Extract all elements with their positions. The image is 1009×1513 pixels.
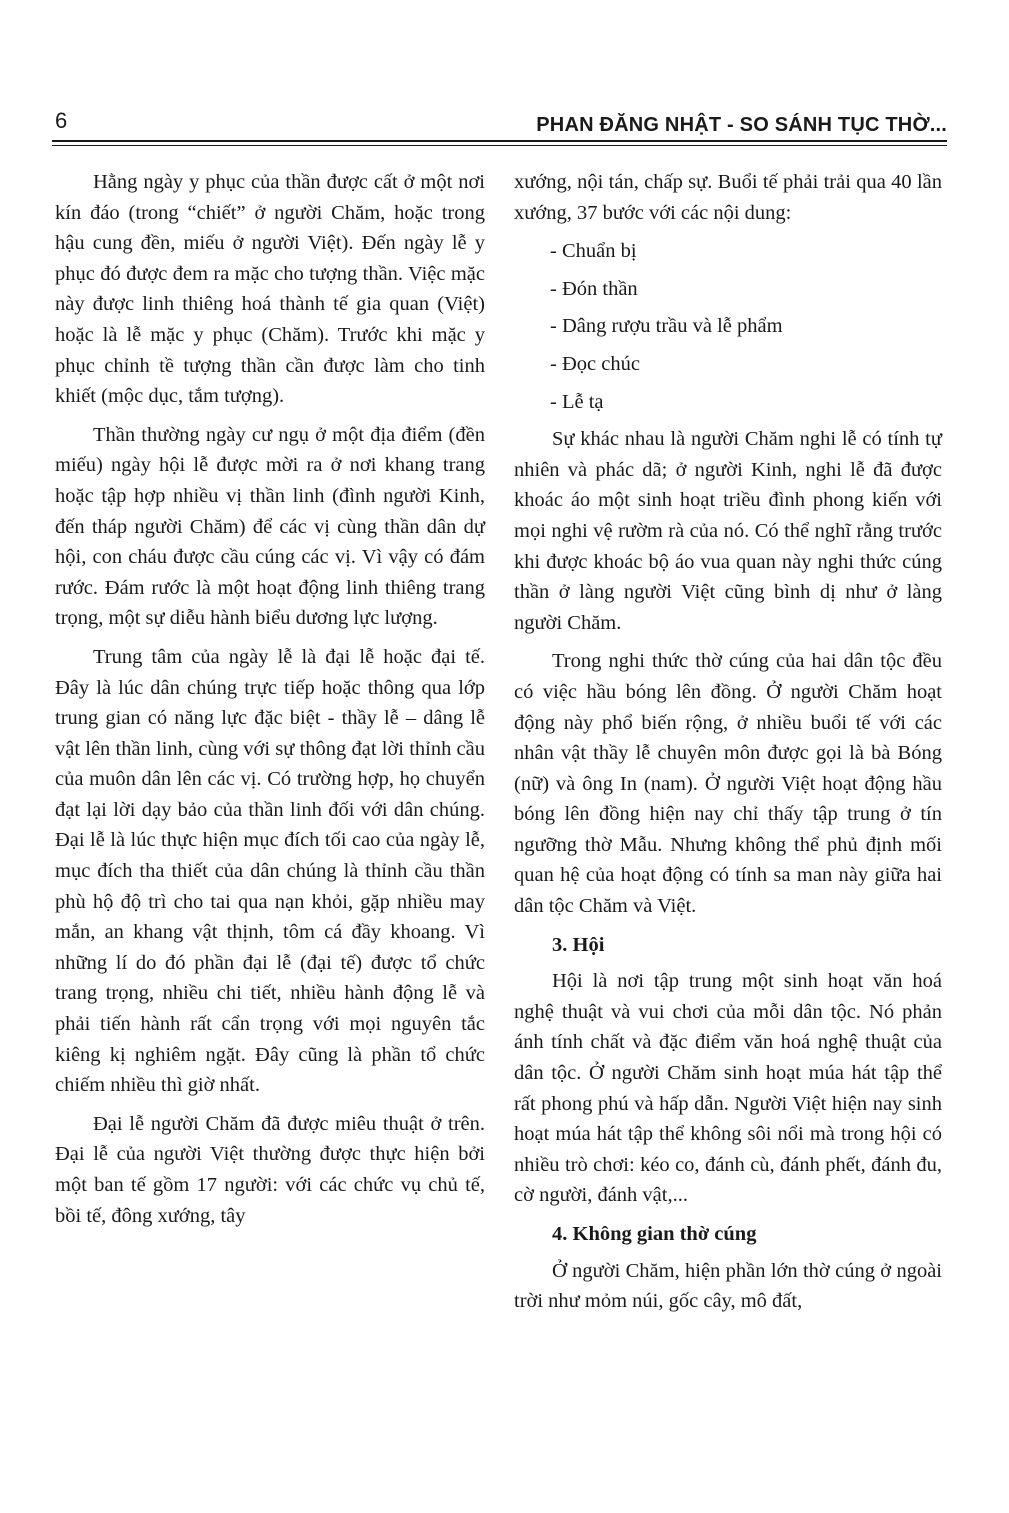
list-item: - Dâng rượu trầu và lễ phẩm	[550, 315, 783, 338]
paragraph: Đại lễ người Chăm đã được miêu thuật ở trên. Đại lễ của người Việt thường được thực hiện bởi một ban tế gồm 17 người: với các chức vụ chủ tế, bồi tế, đông xướng, tây	[55, 1112, 485, 1227]
paragraph: Sự khác nhau là người Chăm nghi lễ có tính tự nhiên và phác dã; ở người Kinh, nghi lễ đã được khoác áo một sinh hoạt triều đình phong kiến với mọi nghi vệ rườm rà của nó. Có thể nghĩ rằng trước khi được khoác bộ áo vua quan này nghi thức cúng thần ở làng người Việt cũng bình dị như ở làng người Chăm.	[514, 428, 942, 634]
paragraph: Hội là nơi tập trung một sinh hoạt văn hoá nghệ thuật và vui chơi của mỗi dân tộc. Nó phản ánh tính chất và đặc điểm văn hoá nghệ thuật của dân tộc. Ở người Chăm sinh hoạt múa hát tập thể rất phong phú và hấp dẫn. Người Việt hiện nay sinh hoạt múa hát tập thể không sôi nổi mà trong hội có nhiều trò chơi: kéo co, đánh cù, đánh phết, đánh đu, cờ người, đánh vật,...	[514, 970, 942, 1207]
running-head: PHAN ĐĂNG NHẬT - SO SÁNH TỤC THỜ...	[536, 114, 947, 136]
paragraph: Trung tâm của ngày lễ là đại lễ hoặc đại tế. Đây là lúc dân chúng trực tiếp hoặc thông qua lớp trung gian có năng lực đặc biệt - thầy lễ – dâng lễ vật lên thần linh, cùng với sự thông đạt lời thỉnh cầu của muôn dân lên các vị. Có trường hợp, họ chuyển đạt lại lời dạy bảo của thần linh đối với dân chúng. Đại lễ là lúc thực hiện mục đích tối cao của ngày lễ, mục đích tha thiết của dân chúng là thỉnh cầu thần phù hộ độ trì cho tai qua nạn khỏi, gặp nhiều may mắn, an khang vật thịnh, tôm cá đầy khoang. Vì những lí do đó phần đại lễ (đại tế) được tổ chức trang trọng, nhiều chi tiết, nhiều hành động lễ và phải tiến hành rất cẩn trọng với mọi nguyên tắc kiêng kị nghiêm ngặt. Đây cũng là phần tổ chức chiếm nhiều thì giờ nhất.	[55, 645, 485, 1097]
header-rule-thin	[52, 145, 947, 146]
paragraph: Hằng ngày y phục của thần được cất ở một nơi kín đáo (trong “chiết” ở người Chăm, hoặc trong hậu cung đền, miếu ở người Việt). Đến ngày lễ y phục đó được đem ra mặc cho tượng thần. Việc mặc này được linh thiêng hoá thành tế gia quan (Việt) hoặc là lễ mặc y phục (Chăm). Trước khi mặc y phục chỉnh tề tượng thần cần được làm cho tinh khiết (mộc dục, tắm tượng).	[55, 171, 485, 408]
section-heading-khong-gian-tho-cung: 4. Không gian thờ cúng	[552, 1223, 757, 1245]
header-rule-thick	[52, 140, 947, 142]
page-number: 6	[55, 108, 68, 133]
section-heading-hoi: 3. Hội	[552, 933, 605, 956]
right-column	[514, 167, 942, 1325]
paragraph: Ở người Chăm, hiện phần lớn thờ cúng ở ngoài trời như mỏm núi, gốc cây, mô đất,	[514, 1259, 942, 1313]
paragraph: Trong nghi thức thờ cúng của hai dân tộc đều có việc hầu bóng lên đồng. Ở người Chăm hoạt động này phổ biến rộng, ở nhiều buổi tế với các nhân vật thầy lễ chuyên môn được gọi là bà Bóng (nữ) và ông In (nam). Ở người Việt hoạt động hầu bóng lên đồng hiện nay chỉ thấy tập trung ở tín ngưỡng thờ Mẫu. Nhưng không thể phủ định mối quan hệ của hoạt động có tính sa man này giữa hai dân tộc Chăm và Việt.	[514, 650, 942, 918]
paragraph: Thần thường ngày cư ngụ ở một địa điểm (đền miếu) ngày hội lễ được mời ra ở nơi khang trang hoặc tập hợp nhiều vị thần linh (đình người Kinh, đến tháp người Chăm) để các vị cùng thần dân dự hội, con cháu được cầu cúng các vị. Vì vậy có đám rước. Đám rước là một hoạt động linh thiêng trang trọng, một sự diễu hành biểu dương lực lượng.	[55, 423, 485, 630]
paragraph-continued: xướng, nội tán, chấp sự. Buổi tế phải trải qua 40 lần xướng, 37 bước với các nội dung:	[514, 171, 942, 224]
list-item: - Lễ tạ	[550, 390, 604, 413]
list-item: - Chuẩn bị	[550, 240, 637, 263]
list-item: - Đón thần	[550, 277, 638, 300]
left-column	[55, 167, 485, 1239]
list-item: - Đọc chúc	[550, 352, 640, 375]
